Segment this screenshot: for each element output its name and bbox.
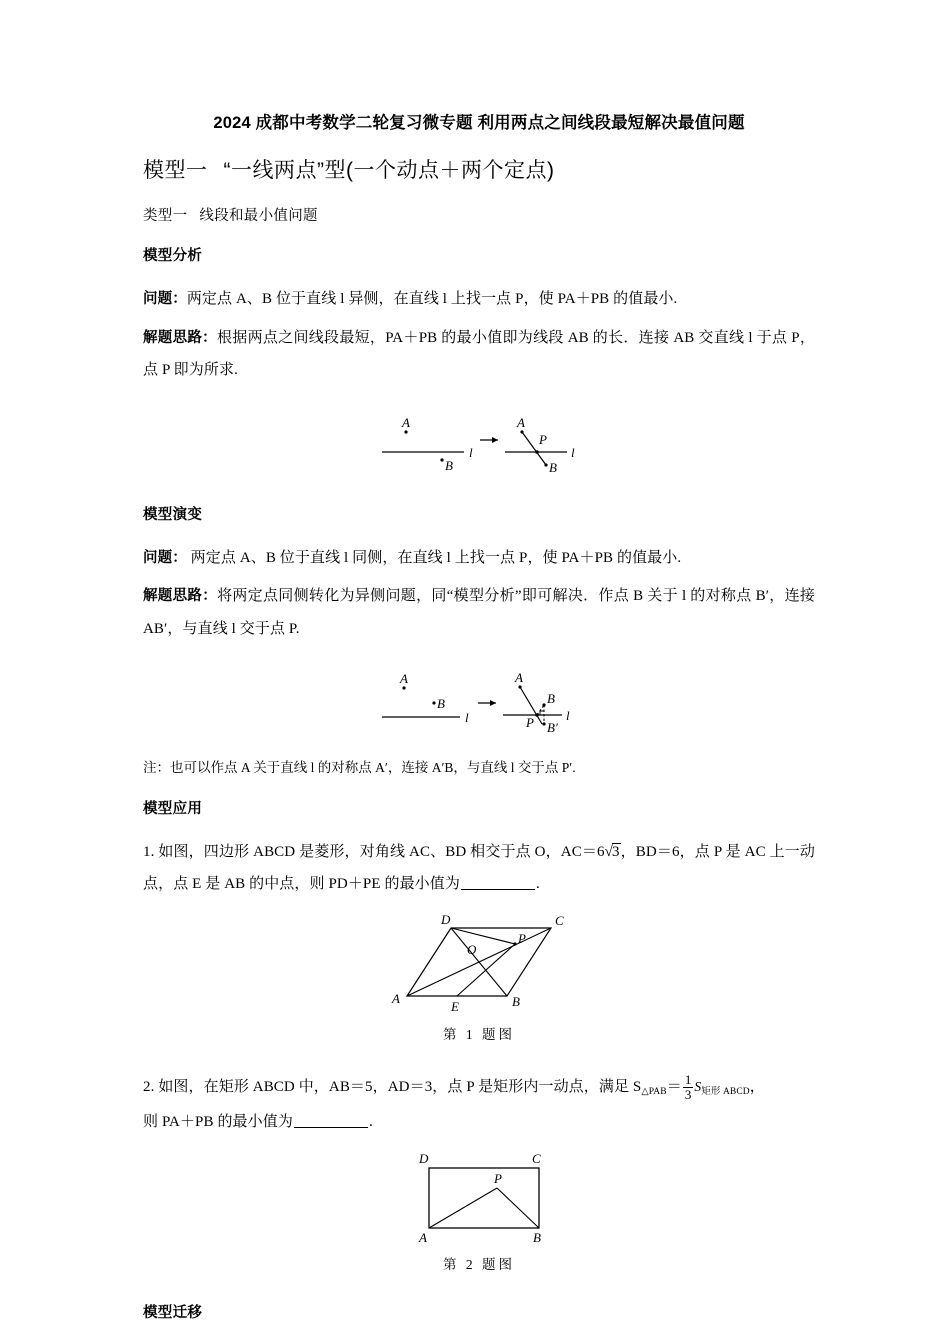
model-analysis-heading: 模型分析	[143, 248, 203, 265]
sqrt-radicand: 3	[611, 843, 620, 860]
label-P: P	[494, 1170, 502, 1186]
problem-2-part2: 则 PA＋PB 的最小值为	[143, 1113, 293, 1130]
problem-2-sub1: △PAB	[641, 1087, 667, 1098]
label-B: B	[533, 1229, 541, 1244]
problem-1-text	[143, 836, 815, 901]
solution-body: 将两定点同侧转化为异侧问题，同“模型分析”即可解决．作点 B 关于 l 的对称点 B′，连接 AB′，与直线 l 交于点 P.	[143, 588, 816, 637]
model-analysis-solution	[143, 322, 815, 387]
problem-2-sub2: 矩形 ABCD	[701, 1087, 750, 1098]
figure-opposite-sides	[143, 410, 815, 481]
label-A: A	[419, 1229, 427, 1244]
figure-rhombus	[143, 910, 815, 1043]
label-A: A	[392, 991, 400, 1007]
problem-2-s-symbol: S	[694, 1079, 702, 1095]
problem-1-number: 1.	[143, 843, 155, 860]
problem-body: 两定点 A、B 位于直线 l 同侧，在直线 l 上找一点 P，使 PA＋PB 的值最小.	[190, 550, 682, 567]
label-D: D	[441, 912, 451, 928]
problem-1-part2: ，BD＝6，点 P 是 AC 上一动点，点 E 是 AB 的中点，则 PD＋PE 的最小值为	[143, 843, 815, 893]
fraction-numerator: 1	[684, 1071, 692, 1087]
rectangle-svg	[399, 1148, 559, 1244]
svg-text:B′: B′	[547, 719, 558, 735]
svg-text:P: P	[539, 432, 547, 448]
model-heading-rest: “一线两点”型(一个动点＋两个定点)	[223, 159, 555, 183]
svg-text:P: P	[526, 714, 534, 730]
svg-text:A: A	[400, 670, 408, 686]
solution-label: 解题思路：	[143, 588, 218, 605]
svg-text:B: B	[445, 458, 453, 474]
type-one-heading	[143, 204, 815, 225]
one-third-fraction	[683, 1073, 694, 1102]
figure-rectangle	[143, 1148, 815, 1273]
problem-1-answer-blank[interactable]	[461, 875, 535, 890]
svg-text:l: l	[571, 445, 575, 461]
problem-1-part1: 如图，四边形 ABCD 是菱形，对角线 AC、BD 相交于点 O，AC＝6	[158, 843, 605, 860]
solution-label: 解题思路：	[143, 329, 217, 346]
svg-text:B: B	[437, 695, 445, 711]
label-O: O	[467, 942, 477, 958]
svg-text:A: A	[517, 415, 525, 431]
label-P: P	[518, 931, 526, 947]
label-C: C	[532, 1150, 541, 1166]
sqrt-expression: √3	[604, 843, 620, 860]
figure-same-side	[143, 669, 815, 740]
figure-2-caption: 第 2 题图	[443, 1256, 515, 1272]
svg-text:A: A	[402, 415, 410, 431]
svg-text:B: B	[547, 690, 555, 706]
label-B: B	[512, 994, 520, 1010]
problem-2-equals: ＝	[666, 1079, 682, 1096]
type-heading-main: 类型一	[143, 208, 188, 225]
problem-2-end: .	[368, 1113, 373, 1130]
problem-2-number: 2.	[143, 1079, 155, 1096]
model-application-heading: 模型应用	[143, 800, 203, 817]
evolution-note: 注：也可以作点 A 关于直线 l 的对称点 A′，连接 A′B，与直线 l 交于点 P′.	[143, 759, 576, 775]
type-heading-rest: 线段和最小值问题	[199, 208, 318, 225]
svg-text:l: l	[566, 707, 570, 723]
rhombus-svg	[379, 910, 579, 1014]
svg-text:A: A	[515, 669, 523, 685]
label-E: E	[451, 999, 459, 1015]
page-title: 2024 成都中考数学二轮复习微专题 利用两点之间线段最短解决最值问题	[213, 114, 745, 132]
problem-body: 两定点 A、B 位于直线 l 异侧，在直线 l 上找一点 P，使 PA＋PB 的值最小.	[186, 291, 678, 308]
model-heading-main: 模型一	[143, 159, 208, 183]
model-analysis-problem	[143, 283, 815, 315]
svg-text:B: B	[549, 460, 557, 476]
model-evolution-heading: 模型演变	[143, 507, 203, 524]
fraction-denominator: 3	[684, 1086, 692, 1102]
label-D: D	[419, 1150, 429, 1166]
svg-text:l: l	[465, 709, 469, 725]
model-one-heading	[143, 157, 815, 184]
svg-text:l: l	[469, 445, 473, 461]
problem-1-end: .	[535, 876, 540, 893]
problem-label: 问题：	[143, 291, 187, 308]
problem-2-part1: 如图，在矩形 ABCD 中，AB＝5，AD＝3，点 P 是矩形内一动点，满足 S	[158, 1079, 642, 1096]
problem-label: 问题：	[143, 550, 187, 567]
page-content	[143, 112, 815, 1340]
problem-2-answer-blank[interactable]	[294, 1112, 368, 1127]
figure-1-caption: 第 1 题图	[443, 1027, 515, 1043]
solution-body: 根据两点之间线段最短，PA＋PB 的最小值即为线段 AB 的长．连接 AB 交直线 l 于点 P，点 P 即为所求.	[143, 329, 816, 378]
model-evolution-solution	[143, 580, 815, 645]
problem-2-comma: ，	[749, 1079, 765, 1096]
problem-2-text-line2	[143, 1106, 815, 1138]
problem-2-text	[143, 1071, 815, 1103]
same-side-svg	[374, 669, 584, 735]
opposite-sides-svg	[374, 410, 584, 476]
model-evolution-problem	[143, 542, 815, 574]
label-C: C	[555, 913, 564, 929]
model-transfer-heading: 模型迁移	[143, 1304, 203, 1321]
